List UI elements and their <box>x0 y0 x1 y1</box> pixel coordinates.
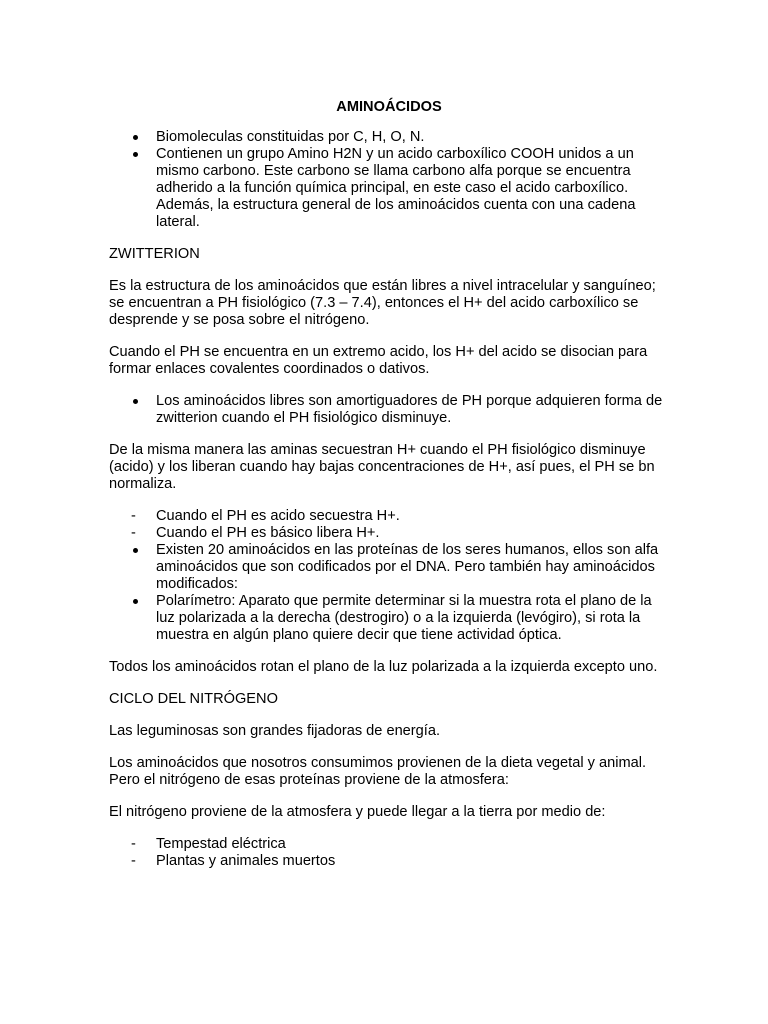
buffer-list <box>109 393 669 427</box>
paragraph-consumption: Los aminoácidos que nosotros consumimos provienen de la dieta vegetal y animal. Pero el nitrógeno de esas proteínas proviene de la atmosfera: <box>109 755 647 788</box>
document-page <box>109 99 669 885</box>
list-item-text: Polarímetro: Aparato que permite determinar si la muestra rota el plano de la luz polarizada a la derecha (destrogiro) o a la izquierda (levógiro), si rota la muestra en algún plano quiere decir que tiene actividad óptica. <box>156 593 652 643</box>
bullet-dash-icon: - <box>131 836 136 852</box>
list-item-text: Biomoleculas constituidas por C, H, O, N. <box>156 129 425 145</box>
list-item <box>109 146 669 231</box>
document-title: AMINOÁCIDOS <box>336 99 442 115</box>
list-item <box>109 853 669 870</box>
aminoacid-properties-list <box>109 129 669 231</box>
list-item-text: Plantas y animales muertos <box>156 853 336 869</box>
list-item-text: Contienen un grupo Amino H2N y un acido carboxílico COOH unidos a un mismo carbono. Este carbono se llama carbono alfa porque se encuentra adherido a la función química principal, en este caso el acido carboxílico. Además, la estructura general de los aminoácidos cuenta con una cadena lateral. <box>156 146 636 230</box>
list-item-text: Cuando el PH es acido secuestra H+. <box>156 508 400 524</box>
paragraph-extreme-acid: Cuando el PH se encuentra en un extremo acido, los H+ del acido se disocian para formar enlaces covalentes coordinados o dativos. <box>109 344 648 377</box>
paragraph-amines: De la misma manera las aminas secuestran H+ cuando el PH fisiológico disminuye (acido) y los liberan cuando hay bajas concentraciones de H+, así pues, el PH se bn normaliza. <box>109 442 655 492</box>
list-item <box>109 542 669 593</box>
heading-nitrogen-cycle: CICLO DEL NITRÓGENO <box>109 691 278 707</box>
list-item-text: Existen 20 aminoácidos en las proteínas de los seres humanos, ellos son alfa aminoácidos que son codificados por el DNA. Pero también hay aminoácidos modificados: <box>156 542 659 592</box>
paragraph-rotation: Todos los aminoácidos rotan el plano de la luz polarizada a la izquierda excepto uno. <box>109 659 658 675</box>
list-item-text: Cuando el PH es básico libera H+. <box>156 525 380 541</box>
list-item <box>109 593 669 644</box>
heading-zwitterion: ZWITTERION <box>109 246 200 262</box>
bullet-dash-icon: - <box>131 525 136 541</box>
list-item-text: Tempestad eléctrica <box>156 836 286 852</box>
paragraph-zwitterion-definition: Es la estructura de los aminoácidos que están libres a nivel intracelular y sanguíneo; se encuentran a PH fisiológico (7.3 – 7.4), entonces el H+ del acido carboxílico se desprende y se posa sobre el nitrógeno. <box>109 278 656 328</box>
bullet-dash-icon: - <box>131 853 136 869</box>
bullet-dash-icon: - <box>131 508 136 524</box>
ph-behavior-list <box>109 508 669 644</box>
nitrogen-sources-list <box>109 836 669 870</box>
list-item-text: Los aminoácidos libres son amortiguadores de PH porque adquieren forma de zwitterion cuando el PH fisiológico disminuye. <box>156 393 663 426</box>
paragraph-atmosphere: El nitrógeno proviene de la atmosfera y puede llegar a la tierra por medio de: <box>109 804 606 820</box>
list-item <box>109 393 669 427</box>
list-item <box>109 836 669 853</box>
paragraph-legumes: Las leguminosas son grandes fijadoras de energía. <box>109 723 441 739</box>
list-item <box>109 508 669 525</box>
list-item <box>109 525 669 542</box>
list-item <box>109 129 669 146</box>
